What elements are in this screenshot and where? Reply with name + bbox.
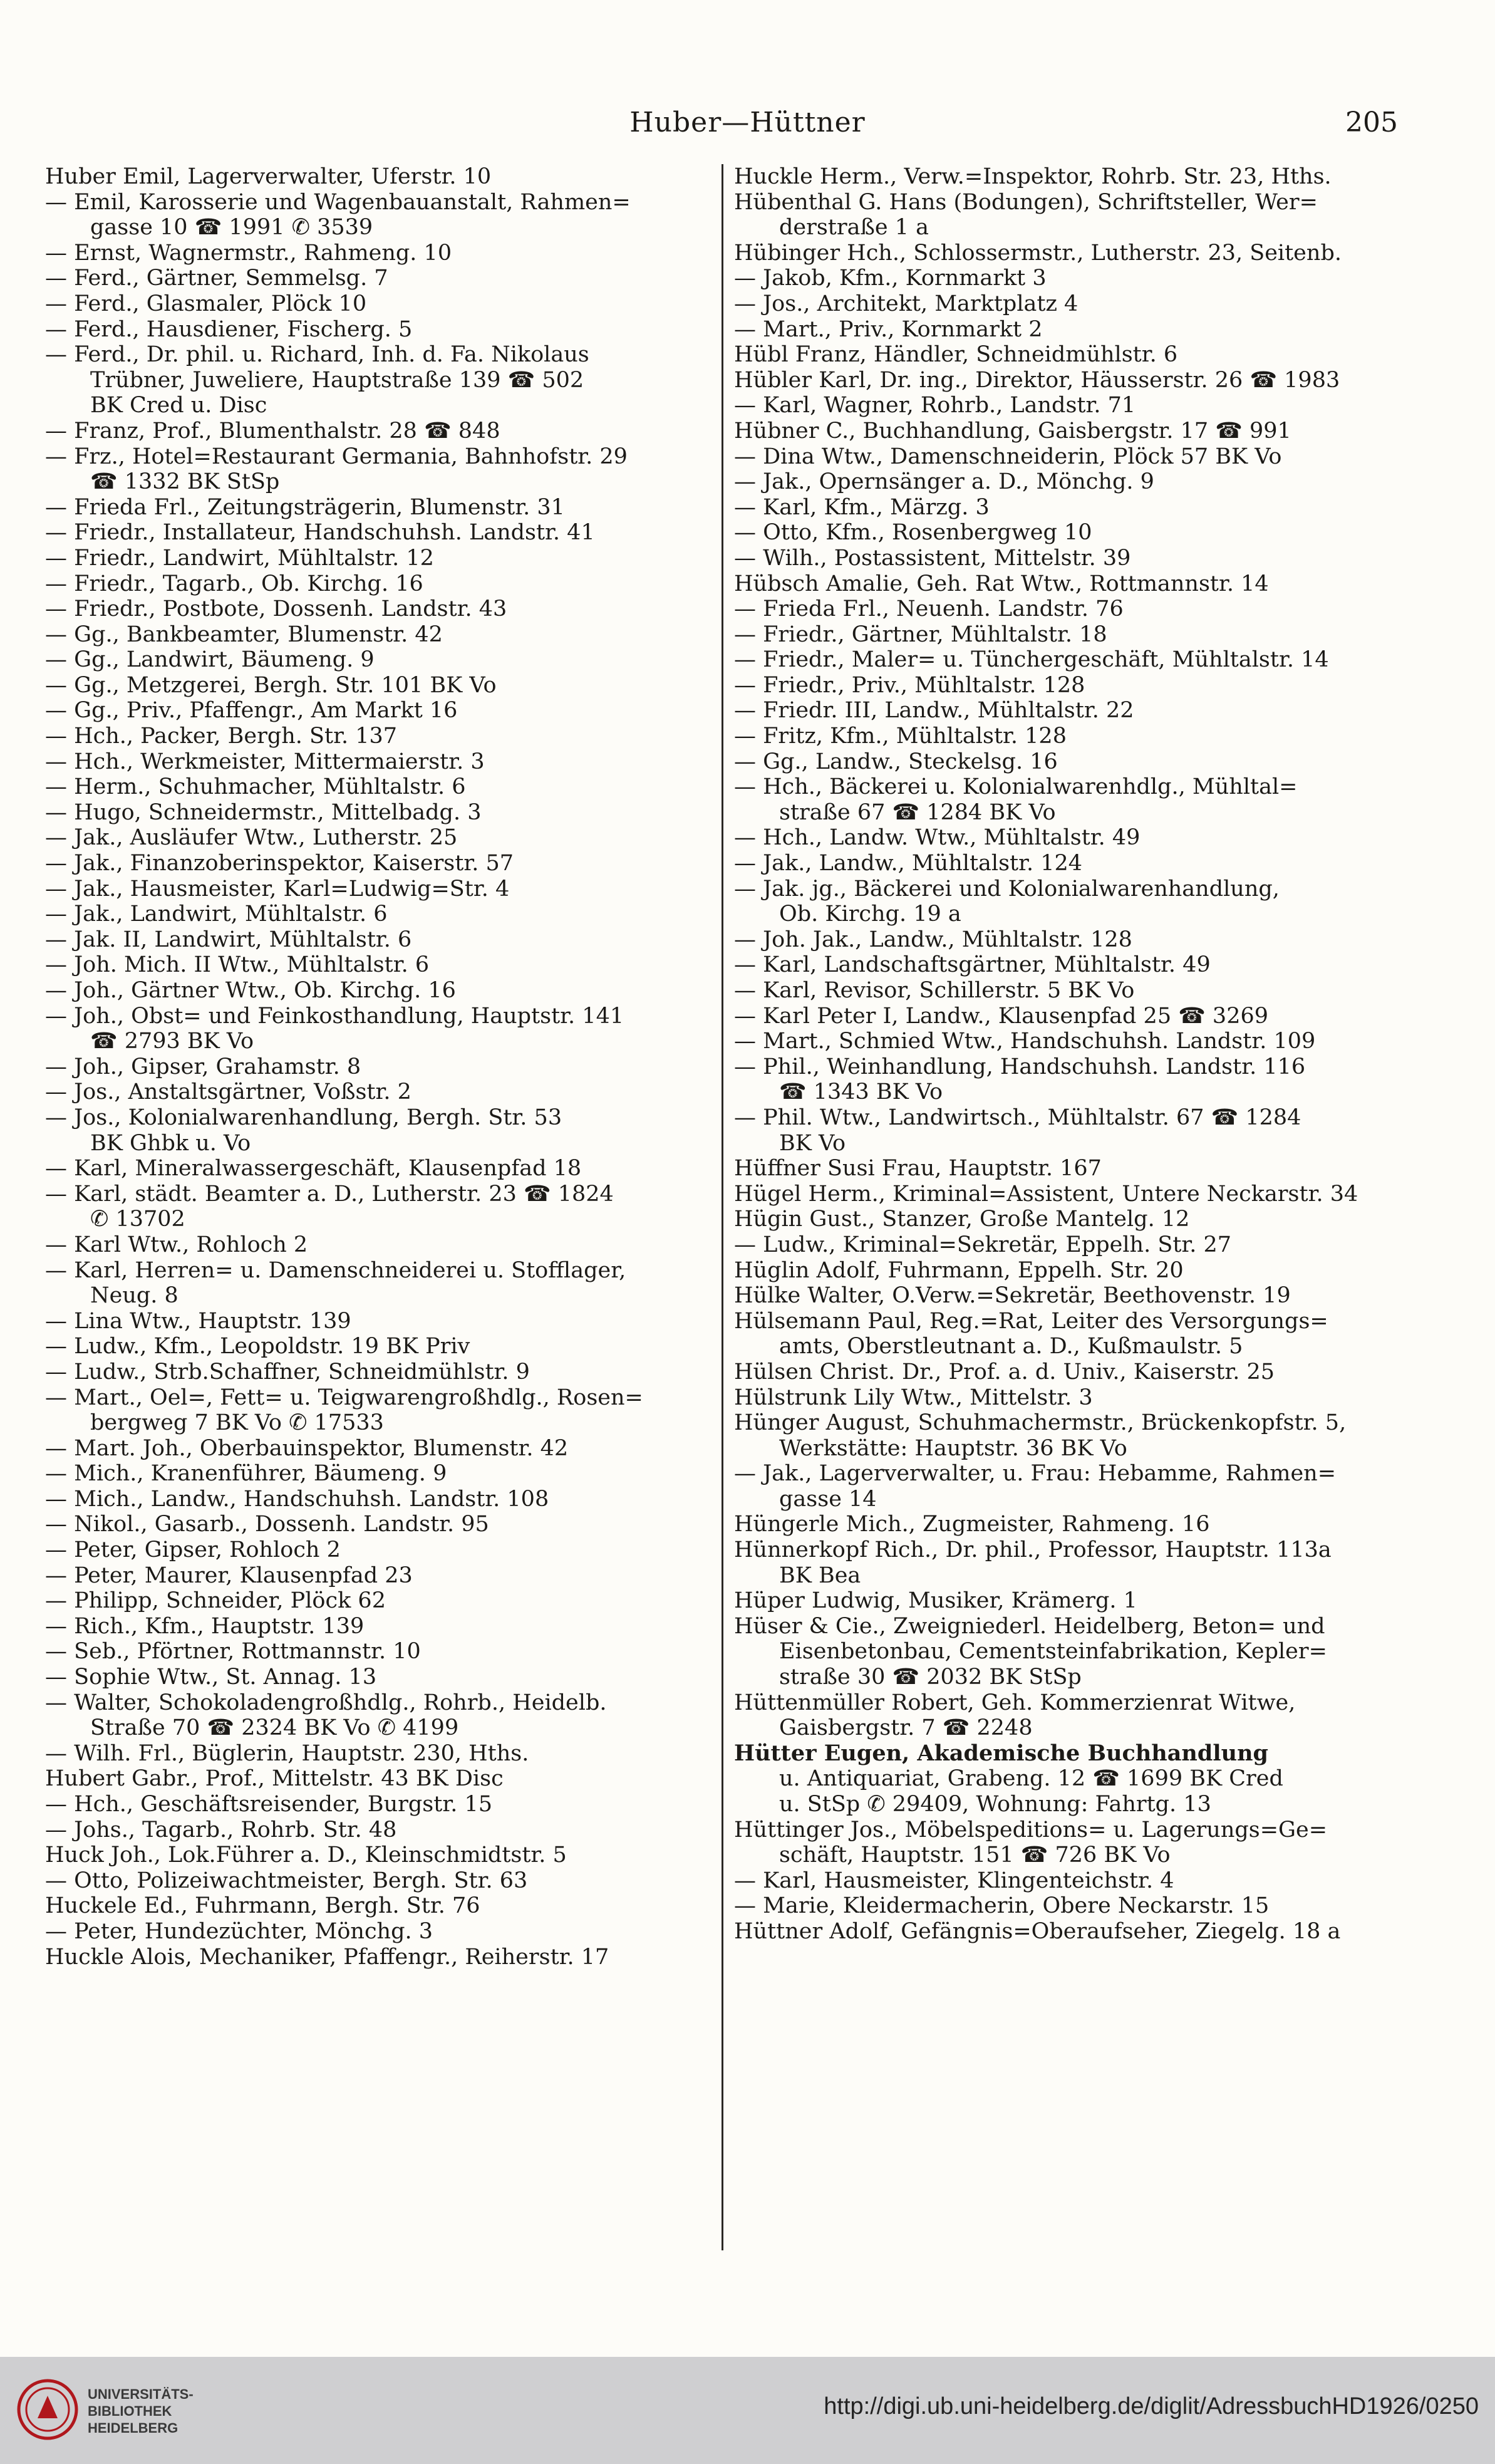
directory-entry: — Gg., Landwirt, Bäumeng. 9 (45, 647, 375, 673)
directory-entry: — Jak. II, Landwirt, Mühltalstr. 6 (45, 927, 412, 952)
directory-entry: ☎ 2793 BK Vo (90, 1029, 254, 1054)
directory-entry: — Joh. Jak., Landw., Mühltalstr. 128 (734, 927, 1132, 952)
directory-entry: — Seb., Pförtner, Rottmannstr. 10 (45, 1639, 421, 1665)
directory-entry: Eisenbetonbau, Cementsteinfabrikation, Kepler= (779, 1639, 1327, 1665)
directory-entry: ✆ 13702 (90, 1207, 185, 1232)
directory-entry: — Gg., Priv., Pfaffengr., Am Markt 16 (45, 698, 458, 724)
directory-entry: — Friedr., Priv., Mühltalstr. 128 (734, 672, 1085, 698)
directory-entry: — Karl, Revisor, Schillerstr. 5 BK Vo (734, 978, 1135, 1003)
directory-entry: — Johs., Tagarb., Rohrb. Str. 48 (45, 1817, 397, 1843)
directory-entry: bergweg 7 BK Vo ✆ 17533 (90, 1410, 384, 1436)
directory-entry: Hüttinger Jos., Möbelspeditions= u. Lagerungs=Ge= (734, 1817, 1328, 1843)
source-url[interactable]: http://digi.ub.uni-heidelberg.de/diglit/AdressbuchHD1926/0250 (824, 2393, 1479, 2420)
directory-entry: BK Bea (779, 1562, 861, 1588)
directory-entry: Huckle Alois, Mechaniker, Pfaffengr., Reiherstr. 17 (45, 1944, 609, 1970)
directory-entry: — Friedr. III, Landw., Mühltalstr. 22 (734, 698, 1134, 724)
directory-entry: Hübner C., Buchhandlung, Gaisbergstr. 17 ☎ 991 (734, 418, 1291, 444)
directory-entry: — Jak., Hausmeister, Karl=Ludwig=Str. 4 (45, 876, 510, 902)
directory-entry: — Friedr., Tagarb., Ob. Kirchg. 16 (45, 571, 423, 596)
directory-entry: — Ludw., Strb.Schaffner, Schneidmühlstr. 9 (45, 1359, 530, 1385)
directory-entry: — Dina Wtw., Damenschneiderin, Plöck 57 BK Vo (734, 444, 1282, 469)
directory-entry: — Jos., Anstaltsgärtner, Voßstr. 2 (45, 1079, 411, 1105)
directory-entry: — Gg., Bankbeamter, Blumenstr. 42 (45, 621, 443, 647)
directory-entry: Hülstrunk Lily Wtw., Mittelstr. 3 (734, 1385, 1093, 1410)
directory-entry: — Karl, Kfm., Märzg. 3 (734, 494, 990, 520)
directory-entry: — Ferd., Glasmaler, Plöck 10 (45, 291, 367, 316)
directory-entry: — Jakob, Kfm., Kornmarkt 3 (734, 266, 1047, 291)
directory-entry: — Phil. Wtw., Landwirtsch., Mühltalstr. 67 ☎ 1284 (734, 1105, 1301, 1130)
directory-entry: Hübenthal G. Hans (Bodungen), Schriftsteller, Wer= (734, 189, 1318, 215)
directory-entry: — Gg., Metzgerei, Bergh. Str. 101 BK Vo (45, 672, 497, 698)
directory-entry: — Karl Peter I, Landw., Klausenpfad 25 ☎ 3269 (734, 1003, 1269, 1029)
column-divider (722, 164, 723, 2250)
directory-entry: Hübsch Amalie, Geh. Rat Wtw., Rottmannstr. 14 (734, 571, 1269, 596)
directory-entry: Hübl Franz, Händler, Schneidmühlstr. 6 (734, 342, 1178, 368)
directory-entry: Huckele Ed., Fuhrmann, Bergh. Str. 76 (45, 1893, 480, 1919)
directory-entry: — Sophie Wtw., St. Annag. 13 (45, 1665, 377, 1690)
directory-entry: — Gg., Landw., Steckelsg. 16 (734, 749, 1058, 774)
directory-entry: — Emil, Karosserie und Wagenbauanstalt, Rahmen= (45, 189, 631, 215)
directory-entry: Hüttenmüller Robert, Geh. Kommerzienrat Witwe, (734, 1690, 1296, 1715)
directory-entry: — Jos., Architekt, Marktplatz 4 (734, 291, 1079, 316)
directory-entry: Hülsen Christ. Dr., Prof. a. d. Univ., Kaiserstr. 25 (734, 1359, 1275, 1385)
directory-entry: — Peter, Maurer, Klausenpfad 23 (45, 1562, 413, 1588)
directory-entry: ☎ 1343 BK Vo (779, 1079, 943, 1105)
directory-entry: Hülke Walter, O.Verw.=Sekretär, Beethovenstr. 19 (734, 1283, 1291, 1309)
library-seal-icon (16, 2378, 79, 2441)
directory-entry: schäft, Hauptstr. 151 ☎ 726 BK Vo (779, 1843, 1171, 1868)
directory-entry: — Hch., Landw. Wtw., Mühltalstr. 49 (734, 825, 1141, 851)
directory-entry: gasse 10 ☎ 1991 ✆ 3539 (90, 215, 373, 241)
directory-entry: — Mich., Kranenführer, Bäumeng. 9 (45, 1461, 447, 1487)
directory-entry: — Otto, Kfm., Rosenbergweg 10 (734, 520, 1092, 546)
directory-entry: derstraße 1 a (779, 215, 929, 241)
directory-entry: — Friedr., Maler= u. Tünchergeschäft, Mühltalstr. 14 (734, 647, 1329, 673)
directory-entry: Hüttner Adolf, Gefängnis=Oberaufseher, Ziegelg. 18 a (734, 1918, 1341, 1944)
directory-entry: — Hch., Packer, Bergh. Str. 137 (45, 724, 398, 749)
directory-entry: — Frz., Hotel=Restaurant Germania, Bahnhofstr. 29 (45, 444, 628, 469)
directory-entry: — Mart. Joh., Oberbauinspektor, Blumenstr. 42 (45, 1435, 569, 1461)
directory-entry: — Hugo, Schneidermstr., Mittelbadg. 3 (45, 799, 482, 825)
directory-columns (45, 164, 1405, 2250)
directory-entry: — Frieda Frl., Zeitungsträgerin, Blumenstr. 31 (45, 494, 565, 520)
directory-entry: — Hch., Bäckerei u. Kolonialwarenhdlg., Mühltal= (734, 774, 1298, 800)
directory-entry: — Mart., Oel=, Fett= u. Teigwarengroßhdlg., Rosen= (45, 1385, 643, 1410)
running-head (0, 107, 1495, 144)
directory-entry: — Friedr., Landwirt, Mühltalstr. 12 (45, 545, 434, 571)
directory-entry: Hünnerkopf Rich., Dr. phil., Professor, Hauptstr. 113a (734, 1537, 1332, 1563)
directory-entry: Hüper Ludwig, Musiker, Krämerg. 1 (734, 1588, 1137, 1614)
directory-entry: — Joh., Gipser, Grahamstr. 8 (45, 1054, 361, 1079)
directory-entry: — Ludw., Kriminal=Sekretär, Eppelh. Str. 27 (734, 1232, 1232, 1257)
directory-entry: — Jak., Ausläufer Wtw., Lutherstr. 25 (45, 825, 458, 851)
directory-entry: — Jos., Kolonialwarenhandlung, Bergh. Str. 53 (45, 1105, 562, 1130)
directory-entry: Gaisbergstr. 7 ☎ 2248 (779, 1715, 1033, 1741)
directory-entry: straße 30 ☎ 2032 BK StSp (779, 1665, 1082, 1690)
directory-entry: BK Cred u. Disc (90, 393, 267, 418)
directory-entry: — Hch., Werkmeister, Mittermaierstr. 3 (45, 749, 485, 774)
library-name-line: HEIDELBERG (88, 2420, 178, 2436)
directory-entry: — Walter, Schokoladengroßhdlg., Rohrb., Heidelb. (45, 1690, 607, 1715)
directory-entry: — Hch., Geschäftsreisender, Burgstr. 15 (45, 1792, 492, 1817)
directory-entry: — Peter, Gipser, Rohloch 2 (45, 1537, 341, 1563)
directory-entry: Hubert Gabr., Prof., Mittelstr. 43 BK Disc (45, 1766, 504, 1792)
directory-entry: — Ernst, Wagnermstr., Rahmeng. 10 (45, 240, 452, 266)
directory-entry: Trübner, Juweliere, Hauptstraße 139 ☎ 502 (90, 367, 584, 393)
directory-entry: — Karl, Wagner, Rohrb., Landstr. 71 (734, 393, 1136, 418)
directory-entry: — Friedr., Postbote, Dossenh. Landstr. 43 (45, 596, 507, 622)
directory-entry: — Karl, Herren= u. Damenschneiderei u. Stofflager, (45, 1257, 626, 1283)
directory-entry: Ob. Kirchg. 19 a (779, 902, 961, 927)
library-name-line: BIBLIOTHEK (88, 2403, 172, 2419)
directory-entry: — Mich., Landw., Handschuhsh. Landstr. 108 (45, 1486, 549, 1512)
directory-entry: — Karl, städt. Beamter a. D., Lutherstr. 23 ☎ 1824 (45, 1181, 614, 1207)
directory-entry: Hülsemann Paul, Reg.=Rat, Leiter des Versorgungs= (734, 1308, 1328, 1334)
directory-entry: — Joh., Gärtner Wtw., Ob. Kirchg. 16 (45, 978, 456, 1003)
directory-entry: — Marie, Kleidermacherin, Obere Neckarstr. 15 (734, 1893, 1270, 1919)
directory-entry: — Ferd., Dr. phil. u. Richard, Inh. d. Fa. Nikolaus (45, 342, 589, 368)
directory-entry: — Karl, Mineralwassergeschäft, Klausenpfad 18 (45, 1156, 582, 1182)
directory-entry: — Jak., Landwirt, Mühltalstr. 6 (45, 902, 388, 927)
directory-entry: Huckle Herm., Verw.=Inspektor, Rohrb. Str. 23, Hths. (734, 164, 1332, 189)
directory-entry: — Jak., Opernsänger a. D., Mönchg. 9 (734, 469, 1154, 495)
directory-entry: gasse 14 (779, 1486, 877, 1512)
directory-entry: — Mart., Schmied Wtw., Handschuhsh. Landstr. 109 (734, 1029, 1316, 1054)
directory-entry: u. Antiquariat, Grabeng. 12 ☎ 1699 BK Cred (779, 1766, 1283, 1792)
directory-entry: — Jak., Finanzoberinspektor, Kaiserstr. 57 (45, 851, 514, 876)
directory-entry: — Franz, Prof., Blumenthalstr. 28 ☎ 848 (45, 418, 500, 444)
directory-entry: Hübinger Hch., Schlossermstr., Lutherstr. 23, Seitenb. (734, 240, 1342, 266)
directory-entry: — Wilh. Frl., Büglerin, Hauptstr. 230, Hths. (45, 1740, 529, 1766)
library-name (88, 2386, 194, 2436)
right-column (734, 164, 1405, 2250)
directory-entry: Hüser & Cie., Zweigniederl. Heidelberg, Beton= und (734, 1613, 1325, 1639)
library-name-line: UNIVERSITÄTS- (88, 2386, 194, 2402)
directory-entry: — Jak., Landw., Mühltalstr. 124 (734, 851, 1083, 876)
directory-entry: — Karl, Hausmeister, Klingenteichstr. 4 (734, 1868, 1174, 1893)
directory-entry: — Lina Wtw., Hauptstr. 139 (45, 1308, 351, 1334)
directory-entry: BK Ghbk u. Vo (90, 1130, 251, 1156)
directory-entry: — Karl, Landschaftsgärtner, Mühltalstr. 49 (734, 952, 1211, 978)
directory-entry: — Nikol., Gasarb., Dossenh. Landstr. 95 (45, 1512, 489, 1537)
directory-entry: — Friedr., Gärtner, Mühltalstr. 18 (734, 621, 1107, 647)
directory-entry: — Mart., Priv., Kornmarkt 2 (734, 316, 1043, 342)
directory-entry: — Jak. jg., Bäckerei und Kolonialwarenhandlung, (734, 876, 1280, 902)
directory-entry: — Friedr., Installateur, Handschuhsh. Landstr. 41 (45, 520, 595, 546)
directory-entry: Hübler Karl, Dr. ing., Direktor, Häusserstr. 26 ☎ 1983 (734, 367, 1340, 393)
page-number: 205 (1345, 107, 1398, 138)
directory-entry: Werkstätte: Hauptstr. 36 BK Vo (779, 1435, 1127, 1461)
directory-entry: — Herm., Schuhmacher, Mühltalstr. 6 (45, 774, 466, 800)
directory-entry: Hüglin Adolf, Fuhrmann, Eppelh. Str. 20 (734, 1257, 1184, 1283)
directory-entry: — Otto, Polizeiwachtmeister, Bergh. Str. 63 (45, 1868, 528, 1893)
directory-entry: — Rich., Kfm., Hauptstr. 139 (45, 1613, 365, 1639)
directory-entry: Hünger August, Schuhmachermstr., Brückenkopfstr. 5, (734, 1410, 1347, 1436)
directory-entry: ☎ 1332 BK StSp (90, 469, 280, 495)
directory-entry: — Wilh., Postassistent, Mittelstr. 39 (734, 545, 1131, 571)
directory-entry: Hüngerle Mich., Zugmeister, Rahmeng. 16 (734, 1512, 1210, 1537)
directory-entry: — Frieda Frl., Neuenh. Landstr. 76 (734, 596, 1124, 622)
directory-entry: Hügin Gust., Stanzer, Große Mantelg. 12 (734, 1207, 1190, 1232)
directory-entry: — Jak., Lagerverwalter, u. Frau: Hebamme, Rahmen= (734, 1461, 1337, 1487)
directory-entry: Hügel Herm., Kriminal=Assistent, Untere Neckarstr. 34 (734, 1181, 1358, 1207)
directory-entry: Neug. 8 (90, 1283, 178, 1309)
directory-entry: u. StSp ✆ 29409, Wohnung: Fahrtg. 13 (779, 1792, 1211, 1817)
directory-entry: straße 67 ☎ 1284 BK Vo (779, 799, 1056, 825)
directory-entry: Huber Emil, Lagerverwalter, Uferstr. 10 (45, 164, 492, 189)
directory-entry: Hüffner Susi Frau, Hauptstr. 167 (734, 1156, 1102, 1182)
directory-entry: — Ludw., Kfm., Leopoldstr. 19 BK Priv (45, 1334, 470, 1359)
directory-entry: Huck Joh., Lok.Führer a. D., Kleinschmidtstr. 5 (45, 1843, 567, 1868)
directory-entry: — Fritz, Kfm., Mühltalstr. 128 (734, 724, 1067, 749)
footer-bar (0, 2357, 1495, 2464)
directory-entry: — Ferd., Hausdiener, Fischerg. 5 (45, 316, 413, 342)
running-title: Huber—Hüttner (629, 107, 866, 138)
directory-entry: — Karl Wtw., Rohloch 2 (45, 1232, 308, 1257)
directory-entry: Hütter Eugen, Akademische Buchhandlung (734, 1740, 1268, 1766)
directory-entry: BK Vo (779, 1130, 846, 1156)
directory-entry: — Joh. Mich. II Wtw., Mühltalstr. 6 (45, 952, 430, 978)
directory-entry: — Ferd., Gärtner, Semmelsg. 7 (45, 266, 388, 291)
directory-entry: — Peter, Hundezüchter, Mönchg. 3 (45, 1918, 433, 1944)
left-column (45, 164, 709, 2250)
directory-entry: — Philipp, Schneider, Plöck 62 (45, 1588, 386, 1614)
directory-entry: amts, Oberstleutnant a. D., Kußmaulstr. 5 (779, 1334, 1243, 1359)
directory-entry: — Joh., Obst= und Feinkosthandlung, Hauptstr. 141 (45, 1003, 624, 1029)
directory-entry: — Phil., Weinhandlung, Handschuhsh. Landstr. 116 (734, 1054, 1306, 1079)
directory-entry: Straße 70 ☎ 2324 BK Vo ✆ 4199 (90, 1715, 459, 1741)
